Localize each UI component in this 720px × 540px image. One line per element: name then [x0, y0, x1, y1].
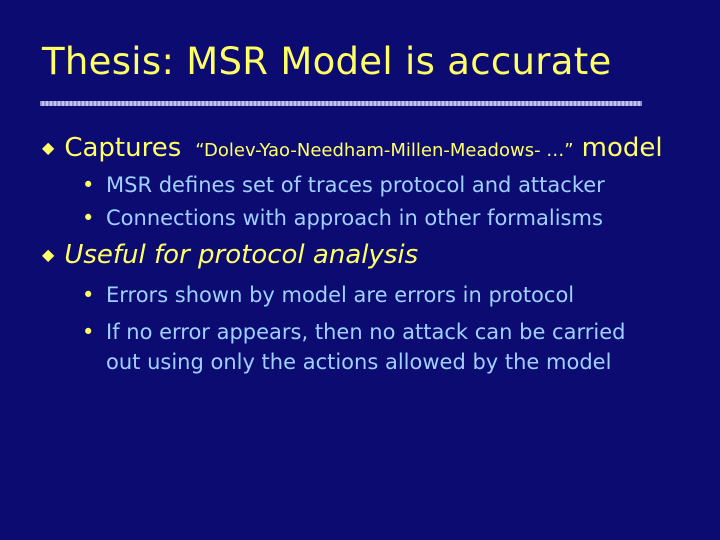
bullet-tail: model — [581, 133, 663, 163]
subpoint-text: If no error appears, then no attack can be carried — [106, 320, 626, 344]
slide-title: Thesis: MSR Model is accurate — [42, 40, 612, 83]
bullet-captures — [42, 133, 663, 163]
diamond-bullet-icon: ◆ — [42, 138, 55, 157]
title-underline — [40, 101, 642, 106]
dot-bullet-icon: • — [82, 283, 95, 307]
dot-bullet-icon: • — [82, 320, 95, 344]
diamond-bullet-icon: ◆ — [42, 245, 55, 264]
subpoint-text: Connections with approach in other formalisms — [106, 206, 603, 230]
subpoint — [82, 283, 574, 307]
bullet-useful — [42, 240, 418, 270]
subpoint — [82, 317, 625, 377]
dot-bullet-icon: • — [82, 173, 95, 197]
dot-bullet-icon: • — [82, 206, 95, 230]
bullet-lead: Captures — [64, 133, 182, 163]
bullet-quote: “Dolev-Yao-Needham-Millen-Meadows- …” — [195, 140, 574, 161]
subpoint-text: MSR defines set of traces protocol and attacker — [106, 173, 605, 197]
subpoint — [82, 206, 603, 230]
subpoint-text: Errors shown by model are errors in protocol — [106, 283, 575, 307]
subpoint-text-continued: out using only the actions allowed by the model — [106, 350, 612, 374]
bullet-lead: Useful for protocol analysis — [64, 240, 419, 270]
subpoint — [82, 173, 605, 197]
